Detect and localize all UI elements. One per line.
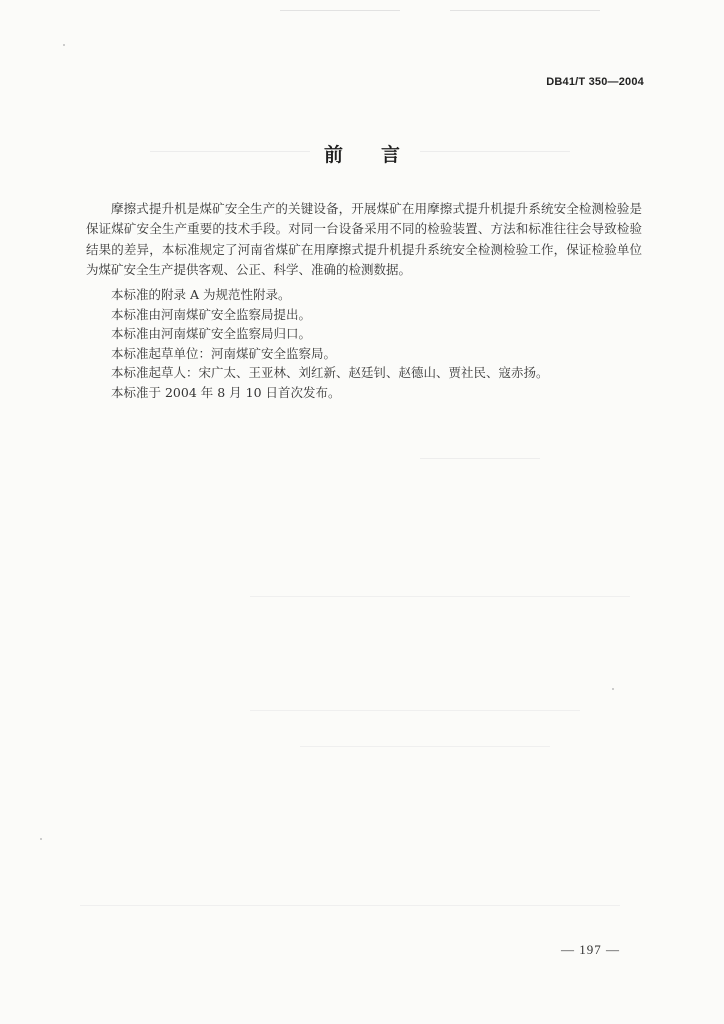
preface-title: 前言 [323,144,438,166]
note-drafters: 本标准起草人：宋广太、王亚林、刘红新、赵廷钊、赵德山、贾社民、寇赤扬。 [111,365,549,380]
scan-bleed-line [300,746,550,747]
preface-intro-paragraph: 摩擦式提升机是煤矿安全生产的关键设备，开展煤矿在用摩擦式提升机提升系统安全检测检验是保证煤矿安全生产重要的技术手段。对同一台设备采用不同的检验装置、方法和标准往往会导致检验结果的差异，本标准规定了河南省煤矿在用摩擦式提升机提升系统安全检测检验工作，保证检验单位为煤矿安全生产提供客观、公正、科学、准确的检测数据。 [86,200,642,277]
scan-bleed-line [250,710,580,711]
note-under-jurisdiction: 本标准由河南煤矿安全监察局归口。 [111,326,312,341]
scan-bleed-line [420,458,540,459]
scan-speck [612,688,614,690]
scan-bleed-line [80,905,620,906]
scan-speck [63,44,65,46]
note-proposed-by: 本标准由河南煤矿安全监察局提出。 [111,306,312,322]
scan-bleed-line [280,10,400,11]
note-normative-annex: 本标准的附录 A 为规范性附录。 [111,287,291,302]
scan-bleed-line [450,10,600,11]
page-number: — 197 — [561,942,620,957]
preface-notes-list [111,285,641,402]
note-first-issue-date: 本标准于 2004 年 8 月 10 日首次发布。 [111,384,341,400]
scan-bleed-line [250,596,630,597]
document-code: DB41/T 350—2004 [546,76,644,88]
note-drafting-unit: 本标准起草单位：河南煤矿安全监察局。 [111,345,337,361]
scan-speck [40,838,42,840]
